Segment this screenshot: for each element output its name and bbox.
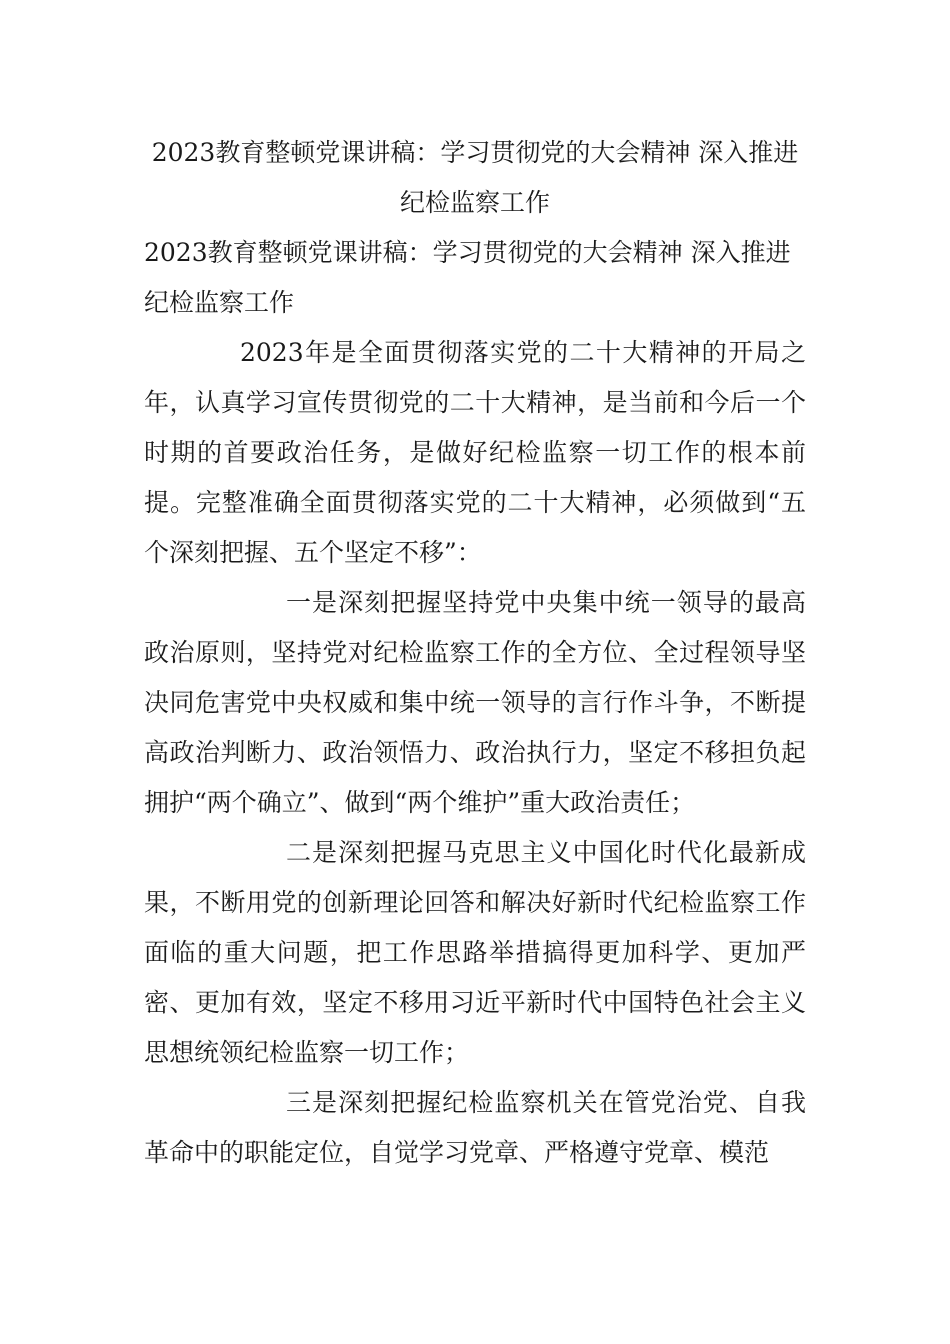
- paragraph-intro: 2023年是全面贯彻落实党的二十大精神的开局之年，认真学习宣传贯彻党的二十大精神，是当前和今后一个时期的首要政治任务，是做好纪检监察一切工作的根本前提。完整准确全面贯彻落实党的二十大精神，必须做到“五个深刻把握、五个坚定不移”：: [144, 338, 806, 567]
- document-subtitle: 2023教育整顿党课讲稿：学习贯彻党的大会精神 深入推进纪检监察工作: [144, 238, 791, 317]
- paragraph-point-3: 三是深刻把握纪检监察机关在管党治党、自我革命中的职能定位，自觉学习党章、严格遵守党章、模范: [144, 1088, 806, 1167]
- paragraph-point-2: 二是深刻把握马克思主义中国化时代化最新成果，不断用党的创新理论回答和解决好新时代纪检监察工作面临的重大问题，把工作思路举措搞得更加科学、更加严密、更加有效，坚定不移用习近平新时代中国特色社会主义思想统领纪检监察一切工作；: [144, 838, 806, 1067]
- document-title: 2023教育整顿党课讲稿：学习贯彻党的大会精神 深入推进纪检监察工作: [151, 138, 799, 217]
- document-page: [144, 128, 806, 1178]
- paragraph-point-1: 一是深刻把握坚持党中央集中统一领导的最高政治原则，坚持党对纪检监察工作的全方位、全过程领导坚决同危害党中央权威和集中统一领导的言行作斗争，不断提高政治判断力、政治领悟力、政治执行力，坚定不移担负起拥护“两个确立”、做到“两个维护”重大政治责任；: [144, 588, 806, 817]
